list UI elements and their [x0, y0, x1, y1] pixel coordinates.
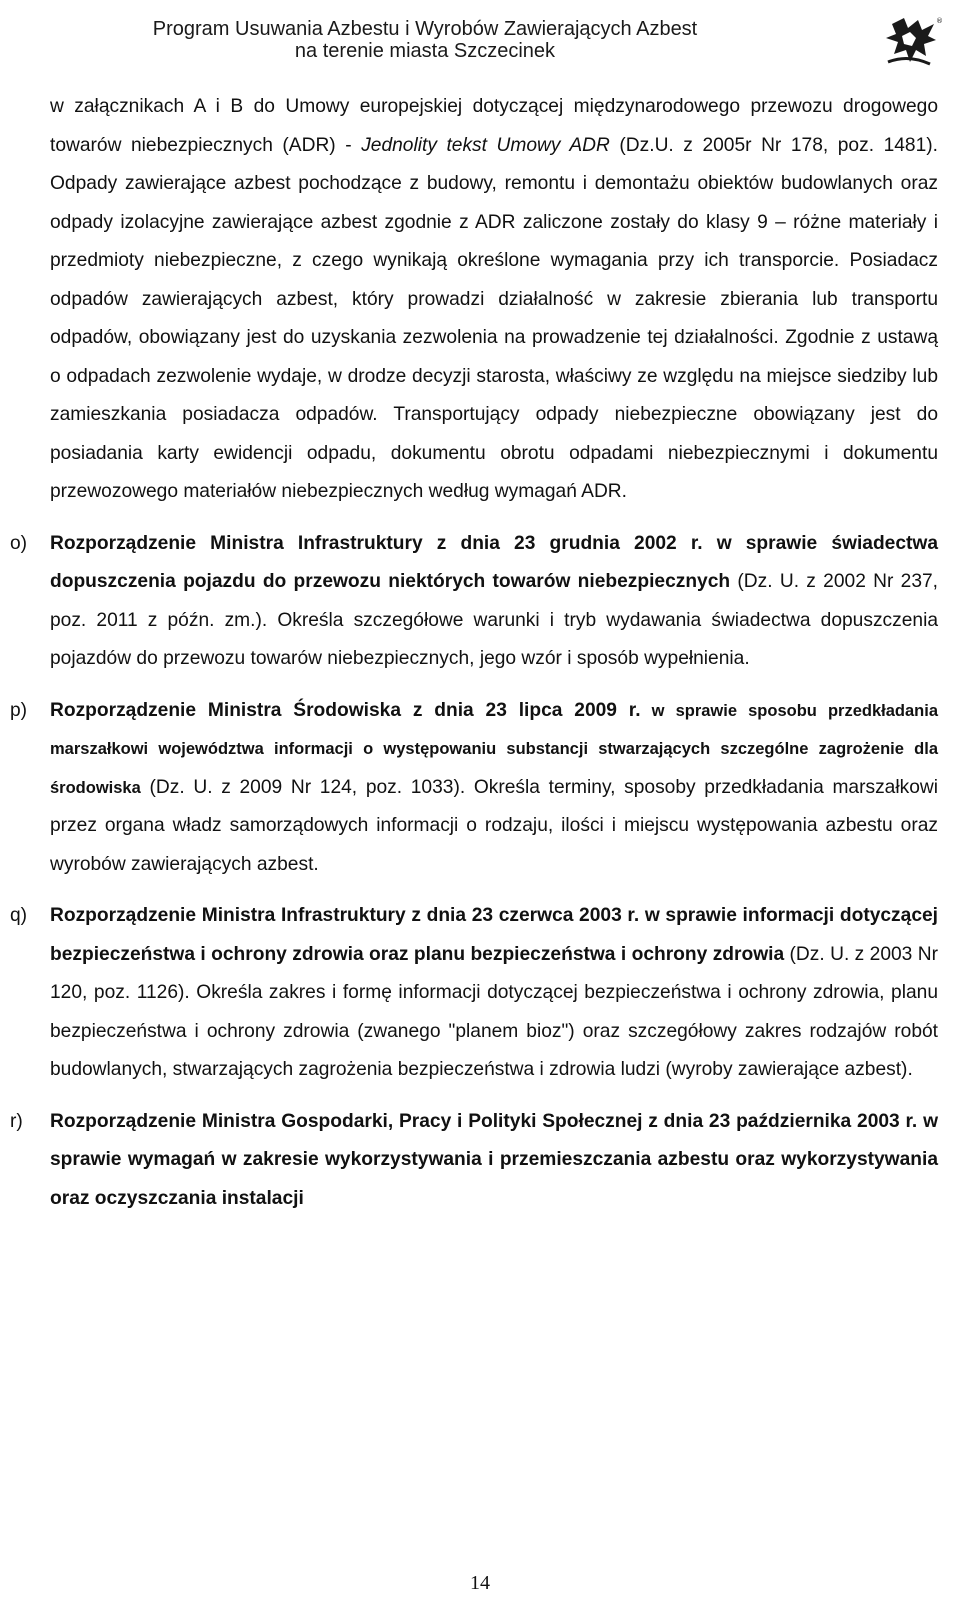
- svg-text:®: ®: [936, 17, 943, 25]
- list-item-body: [50, 525, 938, 679]
- regulation-description: (Dz. U. z 2002 Nr 237, poz. 2011 z późn. zm.). Określa szczegółowe warunki i tryb wydawania świadectwa dopuszczenia pojazdów do przewozu towarów niebezpiecznych, jego wzór i sposób wypełnienia.: [50, 571, 939, 669]
- list-item-body: [50, 692, 938, 885]
- regulation-description: (Dz. U. z 2009 Nr 124, poz. 1033). Określa terminy, sposoby przedkładania marszałkowi przez organa władz samorządowych informacji o rodzaju, ilości i miejscu występowania azbestu oraz wyrobów zawierających azbest.: [50, 776, 938, 875]
- intro-italic-title: Jednolity tekst Umowy ADR: [361, 134, 610, 156]
- regulation-title: Rozporządzenie Ministra Gospodarki, Pracy i Polityki Społecznej z dnia 23 października 2003 r. w sprawie wymagań w zakresie wykorzystywania i przemieszczania azbestu oraz wykorzystywania oraz oczyszczania instalacji: [50, 1110, 938, 1209]
- regulation-subject: w sprawie sposobu przedkładania marszałkowi województwa informacji o występowaniu substancji stwarzających szczególne zagrożenie dla środowiska: [50, 701, 938, 797]
- header-line-1: Program Usuwania Azbestu i Wyrobów Zawierających Azbest: [152, 18, 698, 40]
- list-item-q: [10, 897, 938, 1090]
- list-item-letter: o): [10, 532, 28, 554]
- header-title: [110, 18, 740, 62]
- list-item-letter: q): [10, 905, 28, 926]
- list-item-body: [50, 1103, 938, 1219]
- list-item-o: [10, 525, 939, 679]
- intro-text-2: (Dz.U. z 2005r Nr 178, poz. 1481). Odpady zawierające azbest pochodzące z budowy, remontu i demontażu obiektów budowlanych oraz odpady izolacyjne zawierające azbest zgodnie z ADR zaliczone zostały do klasy 9 – różne materiały i przedmioty niebezpieczne, z czego wynikają określone wymagania przy ich transporcie. Posiadacz odpadów zawierających azbest, który prowadzi działalność w zakresie zbierania lub transportu odpadów, obowiązany jest do uzyskania zezwolenia na prowadzenie tej działalności. Zgodnie z ustawą o odpadach zezwolenie wydaje, w drodze decyzji starosta, właściwy ze względu na miejsce siedziby lub zamieszkania posiadacza odpadów. Transportujący odpady niebezpieczne obowiązany jest do posiadania karty ewidencji odpadu, dokumentu obrotu odpadami niebezpiecznymi i dokumentu przewozowego materiałów niebezpiecznych według wymagań ADR.: [50, 134, 938, 502]
- list-item-r: [10, 1103, 938, 1219]
- list-item-p: [10, 692, 938, 885]
- page-header: [0, 14, 960, 64]
- page-number: 14: [470, 1572, 490, 1594]
- municipal-logo-icon: [878, 14, 948, 69]
- list-item-body: [50, 897, 938, 1090]
- intro-paragraph: [50, 88, 938, 512]
- document-body: [10, 88, 939, 1218]
- regulation-title: Rozporządzenie Ministra Infrastruktury z dnia 23 czerwca 2003 r. w sprawie informacji dotyczącej bezpieczeństwa i ochrony zdrowia oraz planu bezpieczeństwa i ochrony zdrowia: [50, 905, 938, 965]
- intro-text-1: w załącznikach A i B do Umowy europejskiej dotyczącej międzynarodowego przewozu drogowego towarów niebezpiecznych (ADR) -: [50, 96, 938, 156]
- list-item-letter: p): [10, 699, 28, 721]
- regulation-title: Rozporządzenie Ministra Środowiska z dnia 23 lipca 2009 r.: [50, 699, 641, 721]
- regulation-description: (Dz. U. z 2003 Nr 120, poz. 1126). Określa zakres i formę informacji dotyczącej bezpieczeństwa i ochrony zdrowia, planu bezpieczeństwa i ochrony zdrowia (zwanego "planem bioz") oraz szczegółowy zakres rodzajów robót budowlanych, stwarzających zagrożenia bezpieczeństwa i zdrowia ludzi (wyroby zawierające azbest).: [50, 943, 938, 1080]
- list-item-letter: r): [10, 1110, 23, 1132]
- regulation-title: Rozporządzenie Ministra Infrastruktury z dnia 23 grudnia 2002 r. w sprawie świadectwa dopuszczenia pojazdu do przewozu niektórych towarów niebezpiecznych: [50, 532, 938, 592]
- header-line-2: na terenie miasta Szczecinek: [294, 40, 556, 62]
